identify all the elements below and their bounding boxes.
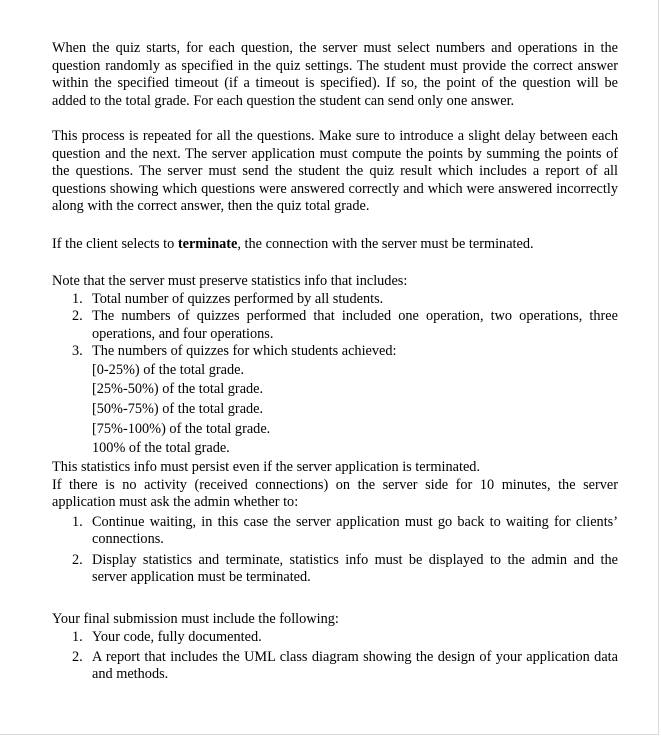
paragraph-terminate (52, 236, 618, 254)
admin-options-list (52, 514, 618, 587)
list-item-text: Display statistics and terminate, statistics info must be displayed to the admin and the server application must be terminated. (92, 551, 618, 586)
paragraph-submission: Your final submission must include the following: (52, 610, 339, 627)
statistics-list (52, 291, 618, 460)
paragraph-inactivity: If there is no activity (received connections) on the server side for 10 minutes, the server application must ask the admin whether to: (52, 476, 618, 511)
submission-list (52, 629, 618, 684)
statistics-item (52, 308, 618, 343)
grade-range-item: [25%-50%) of the total grade. (92, 381, 264, 398)
list-item-text: The numbers of quizzes for which students achieved: (92, 343, 397, 359)
list-item-text: Continue waiting, in this case the server application must go back to waiting for clients’ connections. (92, 513, 618, 548)
grade-ranges (92, 361, 618, 460)
admin-option-item (52, 552, 618, 587)
paragraph-persist: This statistics info must persist even if the server application is terminated. (52, 459, 481, 476)
submission-item (52, 649, 618, 684)
list-number: 2. (72, 551, 83, 568)
list-item-text: The numbers of quizzes performed that included one operation, two operations, three operations, and four operations. (92, 308, 618, 342)
list-item-text: A report that includes the UML class diagram showing the design of your application data and methods. (92, 648, 618, 683)
paragraph-quiz-start: When the quiz starts, for each question, the server must select numbers and operations in the question randomly as specified in the quiz settings. The student must provide the correct answer within the specified timeout (if a timeout is specified). If so, the point of the question will be added to the total grade. For each question the student can send only one answer. (52, 40, 618, 109)
list-item-text: Your code, fully documented. (92, 629, 262, 646)
list-number: 1. (72, 629, 83, 646)
admin-option-item (52, 514, 618, 549)
statistics-item (52, 291, 618, 309)
list-number: 1. (72, 513, 83, 530)
statistics-item (52, 343, 618, 459)
grade-range-item: [50%-75%) of the total grade. (92, 400, 264, 417)
list-number: 3. (72, 343, 83, 359)
list-number: 2. (72, 308, 83, 324)
terminate-text-before: If the client selects to (52, 235, 178, 252)
terminate-keyword: terminate (177, 235, 238, 252)
list-number: 2. (72, 648, 83, 665)
grade-range-item: [75%-100%) of the total grade. (92, 420, 271, 437)
submission-item (52, 629, 618, 647)
list-item-text: Total number of quizzes performed by all students. (92, 290, 384, 307)
list-number: 1. (72, 290, 83, 307)
grade-range-item: 100% of the total grade. (92, 440, 230, 457)
grade-range-item: [0-25%) of the total grade. (92, 361, 245, 378)
document-body (52, 40, 618, 684)
terminate-text-after: , the connection with the server must be terminated. (237, 235, 534, 252)
paragraph-statistics-intro: Note that the server must preserve statistics info that includes: (52, 273, 408, 289)
paragraph-process-repeat: This process is repeated for all the questions. Make sure to introduce a slight delay between each question and the next. The server application must compute the points by summing the points of the questions. The server must send the student the quiz result which includes a report of all questions showing which questions were answered correctly and which were answered incorrectly along with the correct answer, then the quiz total grade. (52, 128, 618, 214)
